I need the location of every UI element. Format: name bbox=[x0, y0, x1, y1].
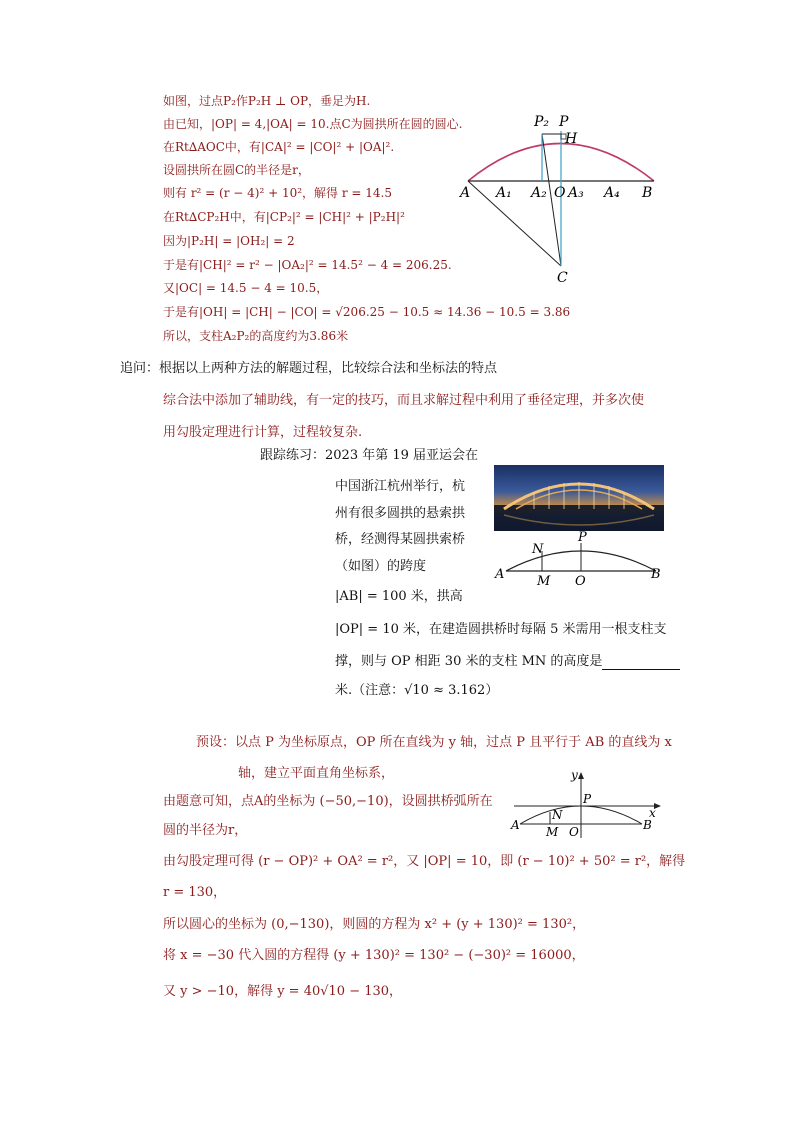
followup-question: 追问：根据以上两种方法的解题过程，比较综合法和坐标法的特点 bbox=[120, 361, 498, 376]
label-O: O bbox=[554, 185, 566, 201]
solution2-line: 由题意可知，点A的坐标为 (−50,−10)，设圆拱桥弧所在 bbox=[163, 794, 493, 809]
label-y: y bbox=[571, 768, 578, 782]
label-N: N bbox=[552, 808, 563, 822]
coordinate-diagram bbox=[508, 766, 664, 838]
followup-answer-line: 用勾股定理进行计算，过程较复杂. bbox=[163, 425, 363, 440]
arch-diagram-2 bbox=[494, 531, 669, 587]
label-M: M bbox=[537, 574, 551, 587]
exercise-line: 桥，经测得某圆拱索桥 bbox=[335, 532, 466, 547]
solution2-line: 预设：以点 P 为坐标原点，OP 所在直线为 y 轴，过点 P 且平行于 AB 的直线为 x bbox=[196, 735, 672, 750]
exercise-line-text: 撑，则与 OP 相距 30 米的支柱 MN 的高度是 bbox=[335, 654, 603, 669]
label-C: C bbox=[557, 270, 568, 286]
followup-answer-line: 综合法中添加了辅助线，有一定的技巧，而且求解过程中利用了垂径定理，并多次使 bbox=[163, 393, 645, 408]
exercise-line: 州有很多圆拱的悬索拱 bbox=[335, 506, 466, 521]
label-P2: P₂ bbox=[534, 114, 550, 130]
label-A1: A₁ bbox=[496, 185, 512, 201]
label-H: H bbox=[565, 131, 578, 147]
exercise-line: |OP| = 10 米，在建造圆拱桥时每隔 5 米需用一根支柱支 bbox=[335, 622, 667, 637]
label-P: P bbox=[578, 531, 587, 545]
exercise-line: 跟踪练习：2023 年第 19 届亚运会在 bbox=[260, 448, 479, 463]
label-O: O bbox=[575, 574, 586, 587]
solution2-line: r = 130， bbox=[163, 885, 227, 900]
label-O: O bbox=[569, 825, 579, 838]
solution-line: 因为|P₂H| = |OH₂| = 2 bbox=[163, 234, 295, 248]
line-A-C bbox=[468, 181, 561, 266]
label-A: A bbox=[495, 567, 505, 582]
bridge-photo bbox=[494, 465, 664, 531]
exercise-line: （如图）的跨度 bbox=[335, 559, 427, 574]
label-B: B bbox=[643, 818, 652, 832]
bridge-photo-art bbox=[494, 465, 664, 531]
solution2-line: 轴，建立平面直角坐标系， bbox=[238, 766, 395, 781]
label-P: P bbox=[583, 792, 592, 806]
solution2-line: 将 x = −30 代入圆的方程得 (y + 130)² = 130² − (−30)² = 16000， bbox=[163, 948, 585, 963]
label-x: x bbox=[649, 806, 656, 820]
label-A: A bbox=[460, 185, 471, 201]
solution-line: 如图，过点P₂作P₂H ⊥ OP，垂足为H. bbox=[163, 94, 371, 108]
label-M: M bbox=[546, 825, 559, 838]
solution2-line: 圆的半径为r， bbox=[163, 823, 248, 838]
label-A: A bbox=[511, 818, 520, 832]
solution-line: 又|OC| = 14.5 − 4 = 10.5， bbox=[163, 281, 329, 295]
exercise-line: 中国浙江杭州举行，杭 bbox=[335, 479, 466, 494]
exercise-line: 米.（注意：√10 ≈ 3.162） bbox=[335, 683, 499, 698]
label-B: B bbox=[651, 567, 661, 582]
solution-line: 则有 r² = (r − 4)² + 10²，解得 r = 14.5 bbox=[163, 186, 392, 200]
solution2-line: 所以圆心的坐标为 (0,−130)，则圆的方程为 x² + (y + 130)² = 130²， bbox=[163, 917, 586, 932]
label-N: N bbox=[532, 542, 544, 557]
solution-line: 于是有|OH| = |CH| − |CO| = √206.25 − 10.5 ≈ 14.36 − 10.5 = 3.86 bbox=[163, 305, 571, 319]
exercise-line bbox=[335, 654, 680, 670]
solution-line: 设圆拱所在圆C的半径是r， bbox=[163, 163, 310, 177]
label-A2: A₂ bbox=[531, 185, 547, 201]
y-axis-arrow bbox=[578, 772, 584, 779]
solution2-line: 由勾股定理可得 (r − OP)² + OA² = r²，又 |OP| = 10，即 (r − 10)² + 50² = r²，解得 bbox=[163, 854, 686, 869]
solution-line: 在Rt∆CP₂H中，有|CP₂|² = |CH|² + |P₂H|² bbox=[163, 210, 405, 224]
label-P: P bbox=[559, 114, 569, 130]
arch-diagram-1 bbox=[456, 108, 666, 286]
answer-blank[interactable] bbox=[602, 656, 680, 670]
exercise-line: |AB| = 100 米，拱高 bbox=[335, 589, 463, 604]
solution-line: 由已知，|OP| = 4,|OA| = 10.点C为圆拱所在圆的圆心. bbox=[163, 117, 463, 131]
solution-line: 在Rt∆AOC中，有|CA|² = |CO|² + |OA|². bbox=[163, 140, 395, 154]
label-B: B bbox=[642, 185, 653, 201]
solution2-line: 又 y > −10，解得 y = 40√10 − 130， bbox=[163, 984, 403, 999]
solution-line: 于是有|CH|² = r² − |OA₂|² = 14.5² − 4 = 206.25. bbox=[163, 258, 452, 272]
solution-line: 所以，支柱A₂P₂的高度约为3.86米 bbox=[163, 329, 349, 343]
label-A4: A₄ bbox=[604, 185, 620, 201]
label-A3: A₃ bbox=[568, 185, 584, 201]
